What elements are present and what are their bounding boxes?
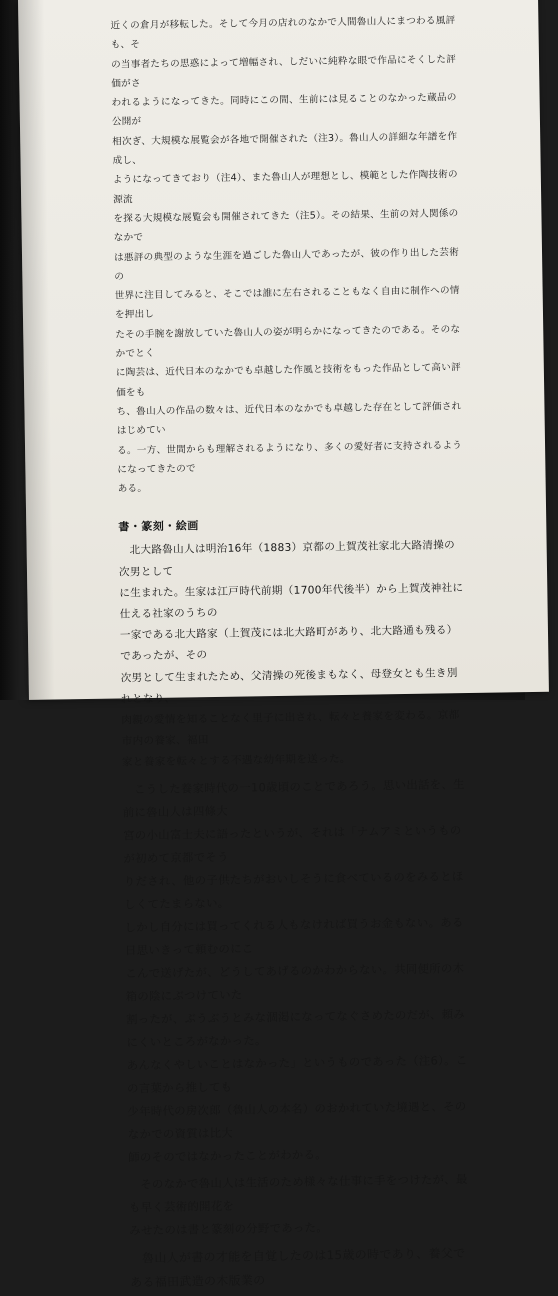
text-line: 世界に注目してみると、そこでは誰に左右されることもなく自由に制作への情を押出し <box>114 285 460 321</box>
text-line: みせたのは書と篆刻の分野であった。 <box>129 1219 329 1238</box>
text-line: そのなかで魯山人は生活のため様々な仕事に手をつけたが、最も早く芸術的開花を <box>128 1171 468 1215</box>
text-line: たその手腕を謝放していた魯山人の姿が明らかになってきたのである。そのなかでとく <box>115 323 461 360</box>
text-line: 宮の小山富士夫に語ったというが、それは「ナムアミというものが初めて京都でそう <box>123 822 462 866</box>
text-line: を探る大規模な展覧会も開催されてきた（注5）。その結果、生前の対人関係のなかで <box>113 208 459 244</box>
text-line: りだされ、他の子供たちがおいしそうに食べているのをみるとほしくてたまらない。 <box>123 868 464 912</box>
text-line: 肉親の愛情を知ることなく里子に出され、転々と養家を変わる。京都市内の養家、福田 <box>121 709 460 748</box>
text-line: は悪評の典型のような生涯を過ごした魯山人であったが、彼の作り出した芸術の <box>113 246 460 283</box>
text-line: こうした養家時代の一10歳頃のことであろう。思い出話を、生前に魯山人は四條大 <box>122 776 465 820</box>
body-paragraph-3 <box>128 1168 474 1242</box>
text-line: 師のそのではなかったことがわかる。 <box>128 1146 328 1165</box>
text-line: ある。 <box>117 483 148 495</box>
body-paragraph-2 <box>122 773 473 1169</box>
page-content <box>110 11 475 1294</box>
text-line: の当事者たちの思惑によって増幅され、しだいに純粋な眼で作品にそくした評価がさ <box>110 53 457 90</box>
text-line: 北大路魯山人は明治16年（1883）京都の上賀茂社家北大路清操の次男として <box>118 539 456 579</box>
text-line: 魯山人が書の才能を自覚したのは15歳の時であり、養父である福田武造の木版業の <box>129 1245 466 1290</box>
text-line: 一家である北大路家（上賀茂には北大路町があり、北大路通も残る）であったが、その <box>119 624 458 663</box>
text-line: 割ったが、ぶうぶうとみな涸渇になってなぐさめたのだが、頼みにくいところがなかった。 <box>125 1006 466 1050</box>
book-page <box>18 0 549 1290</box>
text-line: われるようになってきた。同時にこの間、生前には見ることのなかった蔵品の公開が <box>111 92 457 129</box>
text-line: ち、魯山人の作品の数々は、近代日本のなかでも卓越した存在として評価されはじめてい <box>116 401 462 437</box>
body-paragraph-1 <box>119 535 468 774</box>
text-line: に生まれた。生家は江戸時代前期（1700年代後半）から上賀茂神社に仕える社家のうちの <box>119 581 464 621</box>
section-heading: 書・篆刻・絵画 <box>118 519 199 534</box>
upper-paragraph <box>110 11 463 499</box>
text-line: あんなくやしいことはなかった」というものであった（注6）。この言葉から推しても <box>126 1052 468 1096</box>
text-line: 次男として生まれたため、父清操の死後まもなく、母登女とも生き別れとなり、 <box>120 666 458 706</box>
body-paragraph-4 <box>130 1241 476 1294</box>
text-line: に陶芸は、近代日本のなかでも卓越した作風と技術をもった作品として高い評価をも <box>115 362 461 399</box>
text-line: 家と養家を転々とする不遇な幼年期を送った。 <box>121 753 351 769</box>
text-line: 少年時代の房次郎（魯山人の本名）のおかれていた境遇と、そのなかでの資質は比大 <box>127 1098 467 1142</box>
text-line: 相次ぎ、大規模な展覧会が各地で開催された（注3）。魯山人の詳細な年譜を作成し、 <box>112 130 458 167</box>
text-line: る。一方、世間からも理解されるようになり、多くの愛好者に支持されるようになってきたので <box>117 439 463 476</box>
text-line: 近くの倉月が移転した。そして今月の店れのなかで人間魯山人にまつわる風評も、そ <box>110 15 456 51</box>
text-line: ようになってきており（注4）、また魯山人が理想とし、模範とした作陶技術の源流 <box>112 169 458 206</box>
text-line: こんで送げたが、どうしてあげるのかわからない。共同便所の木箱の陰にぶつけていた <box>125 960 465 1004</box>
text-line: しかし自分には買ってくれる人もなければ買うお金もない。ある日思いきって頼むのにこ <box>124 914 464 958</box>
